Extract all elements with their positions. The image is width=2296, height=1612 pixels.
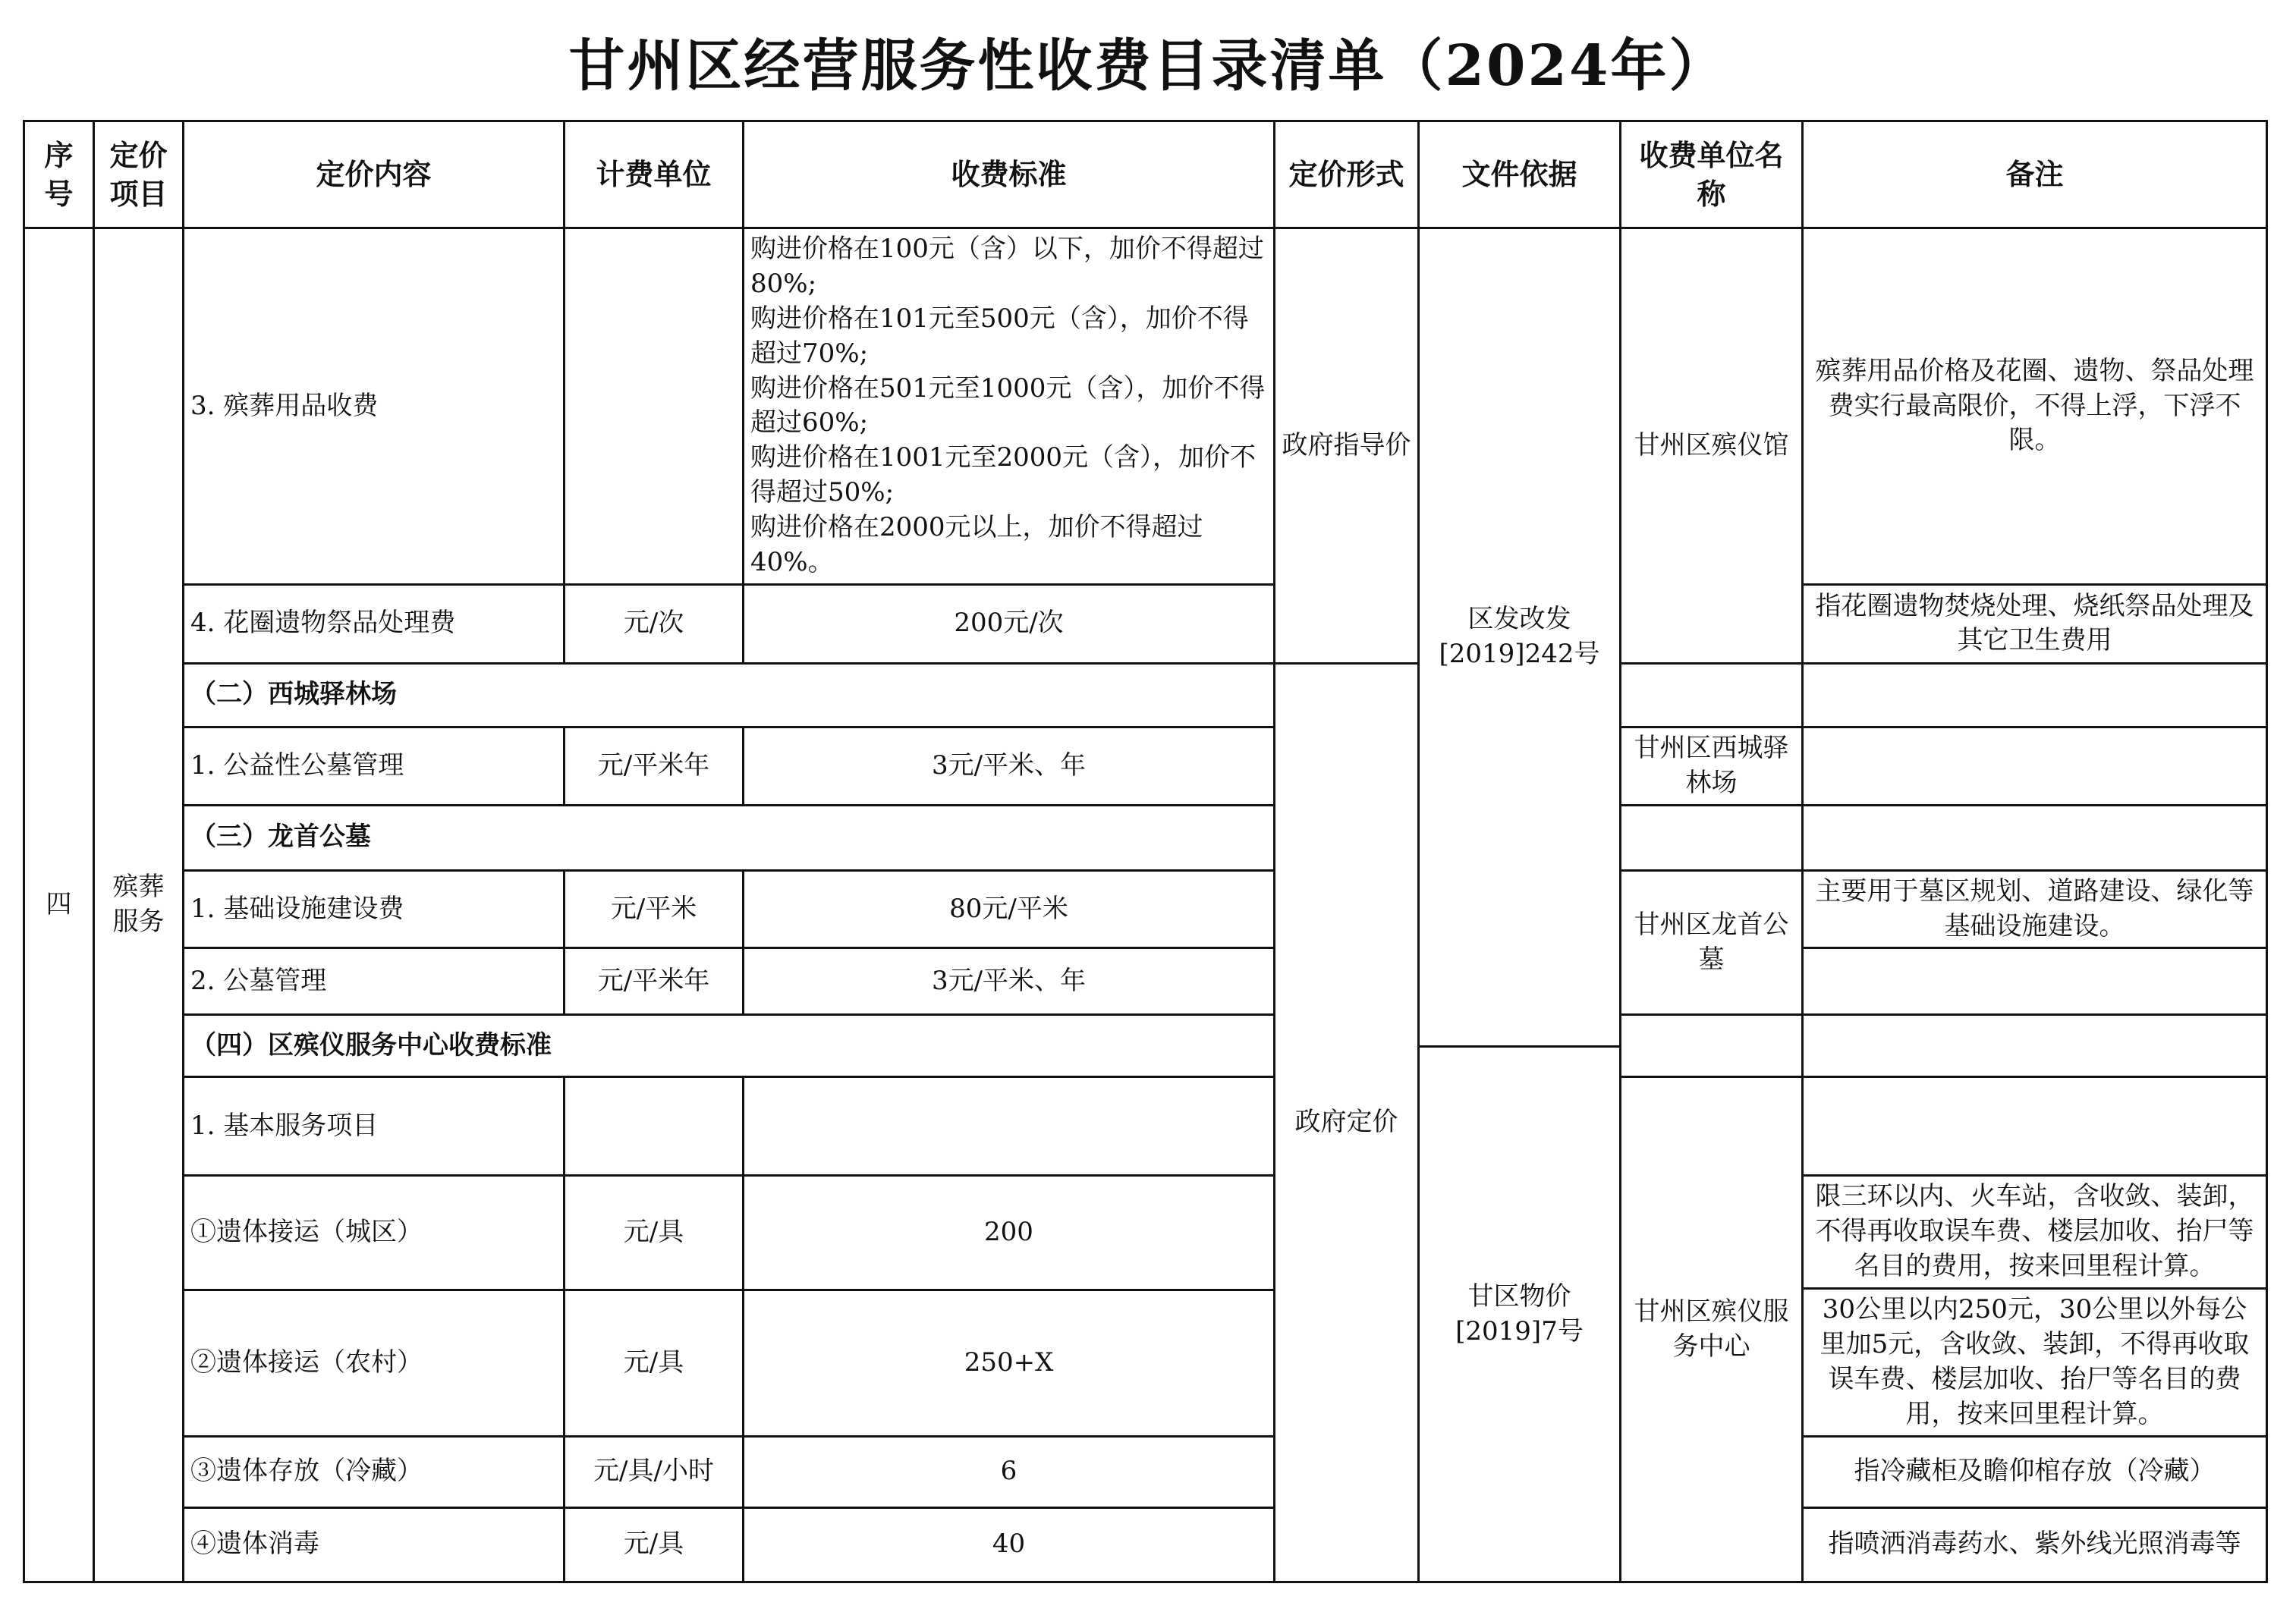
table-row	[24, 1507, 2267, 1582]
basis-cell-a: 区发改发[2019]242号	[1419, 228, 1621, 1047]
content-cell: 2. 公墓管理	[184, 948, 565, 1015]
content-cell: 1. 基本服务项目	[184, 1077, 565, 1176]
table-row	[24, 663, 2267, 727]
header-org: 收费单位名称	[1621, 121, 1803, 228]
remark-cell: 30公里以内250元，30公里以外每公里加5元，含收敛、装卸，不得再收取误车费、楼层加收、抬尸等名目的费用，按来回里程计算。	[1803, 1289, 2267, 1437]
standard-line: 购进价格在100元（含）以下，加价不得超过80%;	[750, 234, 1264, 299]
table-row	[24, 1015, 2267, 1047]
table-row	[24, 870, 2267, 948]
remark-cell: 限三环以内、火车站，含收敛、装卸，不得再收取误车费、楼层加收、抬尸等名目的费用，按来回里程计算。	[1803, 1176, 2267, 1289]
remark-cell-empty	[1803, 805, 2267, 870]
table-row	[24, 228, 2267, 585]
unit-cell: 元/平米年	[565, 727, 744, 805]
remark-cell-empty	[1803, 1077, 2267, 1176]
org-cell-xicheng: 甘州区西城驿林场	[1621, 727, 1803, 805]
standard-line: 购进价格在501元至1000元（含），加价不得超过60%;	[750, 372, 1266, 438]
header-standard: 收费标准	[744, 121, 1275, 228]
header-form: 定价形式	[1275, 121, 1419, 228]
form-cell-guide: 政府指导价	[1275, 228, 1419, 664]
table-row	[24, 1176, 2267, 1289]
content-cell: ②遗体接运（农村）	[184, 1290, 565, 1437]
standard-cell: 40	[744, 1507, 1275, 1582]
org-cell-center: 甘州区殡仪服务中心	[1621, 1077, 1803, 1582]
table-row	[24, 727, 2267, 805]
header-unit: 计费单位	[565, 121, 744, 228]
basis-cell-b: 甘区物价[2019]7号	[1419, 1047, 1621, 1582]
content-cell: ④遗体消毒	[184, 1507, 565, 1582]
remark-cell-empty	[1803, 948, 2267, 1015]
table-row	[24, 584, 2267, 663]
unit-cell: 元/平米年	[565, 948, 744, 1015]
org-cell-empty	[1621, 663, 1803, 727]
remark-cell-empty	[1803, 663, 2267, 727]
remark-cell-empty	[1803, 1015, 2267, 1077]
content-cell: 3. 殡葬用品收费	[184, 228, 565, 585]
standard-cell: 3元/平米、年	[744, 727, 1275, 805]
unit-cell: 元/具	[565, 1290, 744, 1437]
remark-cell: 主要用于墓区规划、道路建设、绿化等基础设施建设。	[1803, 870, 2267, 948]
section-heading: （三）龙首公墓	[184, 805, 1275, 870]
standard-line: 购进价格在2000元以上，加价不得超过40%。	[750, 512, 1203, 578]
unit-cell: 元/具	[565, 1176, 744, 1290]
unit-cell: 元/具/小时	[565, 1436, 744, 1507]
content-cell: 1. 基础设施建设费	[184, 870, 565, 948]
document-title: 甘州区经营服务性收费目录清单（2024年）	[568, 33, 1728, 99]
standard-cell-empty	[744, 1077, 1275, 1176]
seq-cell: 四	[24, 228, 94, 1582]
header-row	[24, 121, 2267, 228]
standard-line: 购进价格在1001元至2000元（含），加价不得超过50%;	[750, 442, 1257, 508]
table-row	[24, 805, 2267, 870]
unit-cell-empty	[565, 1077, 744, 1176]
table-row	[24, 1436, 2267, 1507]
section-heading: （四）区殡仪服务中心收费标准	[184, 1015, 1275, 1077]
content-cell: ①遗体接运（城区）	[184, 1176, 565, 1290]
unit-cell: 元/平米	[565, 870, 744, 948]
remark-cell-empty	[1803, 727, 2267, 805]
unit-cell	[565, 228, 744, 585]
org-cell-funeral-home: 甘州区殡仪馆	[1621, 228, 1803, 664]
standard-cell: 3元/平米、年	[744, 948, 1275, 1015]
header-item: 定价项目	[94, 121, 184, 228]
content-cell: ③遗体存放（冷藏）	[184, 1436, 565, 1507]
unit-cell: 元/具	[565, 1507, 744, 1582]
header-basis: 文件依据	[1419, 121, 1621, 228]
standard-cell: 6	[744, 1436, 1275, 1507]
header-remark: 备注	[1803, 121, 2267, 228]
table-row	[24, 1077, 2267, 1176]
standard-cell: 200	[744, 1176, 1275, 1290]
header-seq: 序号	[24, 121, 94, 228]
unit-cell: 元/次	[565, 584, 744, 663]
remark-cell: 殡葬用品价格及花圈、遗物、祭品处理费实行最高限价，不得上浮，下浮不限。	[1803, 228, 2267, 585]
standard-line: 购进价格在101元至500元（含），加价不得超过70%;	[750, 303, 1249, 369]
standard-cell: 250+X	[744, 1290, 1275, 1437]
standard-cell: 200元/次	[744, 584, 1275, 663]
remark-cell: 指花圈遗物焚烧处理、烧纸祭品处理及其它卫生费用	[1803, 584, 2267, 663]
org-cell-empty	[1621, 805, 1803, 870]
table-row	[24, 948, 2267, 1015]
header-content: 定价内容	[184, 121, 565, 228]
item-cell: 殡葬服务	[94, 228, 184, 1582]
content-cell: 1. 公益性公墓管理	[184, 727, 565, 805]
form-cell-fixed: 政府定价	[1275, 663, 1419, 1582]
fee-table	[23, 120, 2268, 1583]
org-cell-longshou: 甘州区龙首公墓	[1621, 870, 1803, 1015]
section-heading: （二）西城驿林场	[184, 663, 1275, 727]
content-cell: 4. 花圈遗物祭品处理费	[184, 584, 565, 663]
standard-cell	[744, 228, 1275, 585]
remark-cell: 指喷洒消毒药水、紫外线光照消毒等	[1803, 1507, 2267, 1582]
org-cell-empty	[1621, 1015, 1803, 1077]
standard-cell: 80元/平米	[744, 870, 1275, 948]
remark-cell: 指冷藏柜及瞻仰棺存放（冷藏）	[1803, 1436, 2267, 1507]
